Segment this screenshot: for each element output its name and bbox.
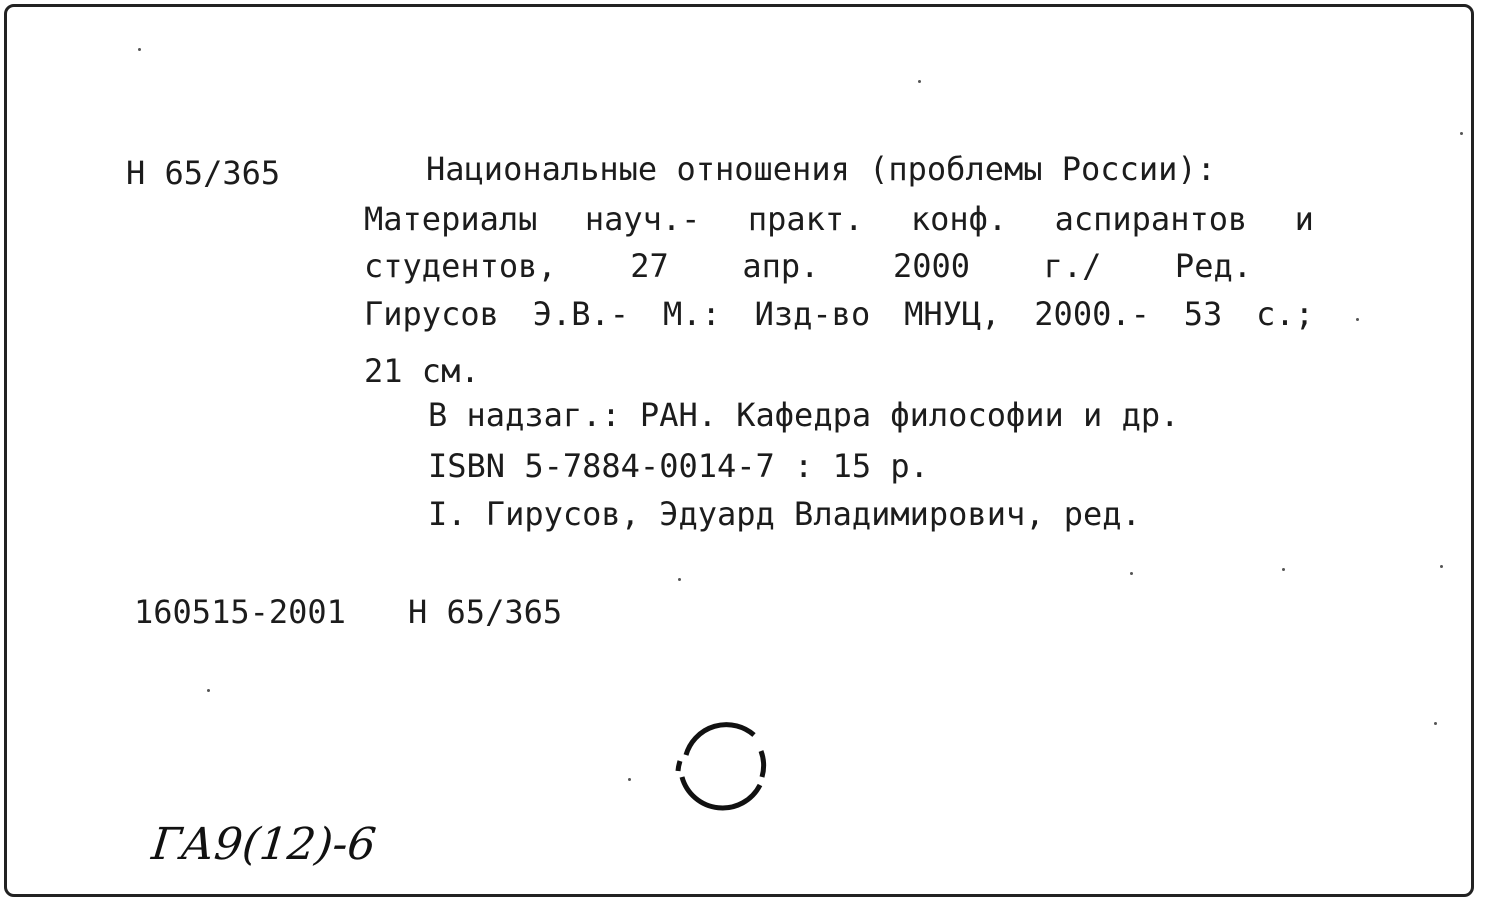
- body-word: студентов,: [364, 247, 557, 285]
- scan-speck: [678, 578, 681, 581]
- body-word: Э.В.-: [532, 295, 630, 333]
- handwritten-code: ГА9(12)-6: [149, 819, 379, 870]
- body-word: с.;: [1256, 295, 1314, 333]
- body-word: МНУЦ,: [904, 295, 1001, 333]
- body-line-4: 21 см.: [364, 352, 480, 390]
- punch-hole: [668, 711, 774, 817]
- scan-speck: [1282, 568, 1285, 571]
- body-word: науч.-: [584, 200, 701, 238]
- scan-speck: [1356, 318, 1359, 321]
- accession-shelf-mark: Н 65/365: [408, 593, 563, 631]
- scan-speck: [207, 689, 210, 692]
- body-word: М.:: [662, 295, 721, 333]
- isbn-line: ISBN 5-7884-0014-7 : 15 р.: [428, 447, 929, 485]
- body-word: Гирусов: [364, 295, 499, 333]
- scan-speck: [1460, 132, 1463, 135]
- body-word: 2000: [892, 247, 970, 285]
- note-line: В надзаг.: РАН. Кафедра философии и др.: [428, 396, 1180, 434]
- body-word: Изд-во: [754, 295, 871, 333]
- body-word: апр.: [742, 247, 820, 285]
- editor-line: I. Гирусов, Эдуард Владимирович, ред.: [428, 495, 1141, 533]
- scan-speck: [918, 80, 921, 83]
- scan-speck: [1440, 565, 1443, 568]
- body-word: Ред.: [1174, 247, 1252, 285]
- scan-speck: [628, 778, 631, 781]
- scan-speck: [138, 48, 141, 51]
- body-line-2: [364, 246, 1252, 286]
- body-word: практ.: [747, 200, 864, 238]
- body-word: г./: [1043, 247, 1102, 285]
- body-line-1: [364, 199, 1314, 239]
- body-line-3: [364, 294, 1314, 334]
- body-word: 2000.-: [1034, 295, 1150, 333]
- body-word: Материалы: [364, 200, 538, 238]
- body-word: аспирантов: [1054, 200, 1248, 238]
- body-word: и: [1294, 200, 1314, 238]
- scan-speck: [1130, 572, 1133, 575]
- title-line: Национальные отношения (проблемы России):: [426, 150, 1216, 188]
- body-word: 53: [1183, 295, 1223, 333]
- scan-speck: [1434, 722, 1437, 725]
- shelf-mark: Н 65/365: [126, 154, 281, 192]
- accession-number: 160515-2001: [134, 593, 346, 631]
- body-word: конф.: [910, 200, 1008, 238]
- body-word: 27: [630, 247, 669, 285]
